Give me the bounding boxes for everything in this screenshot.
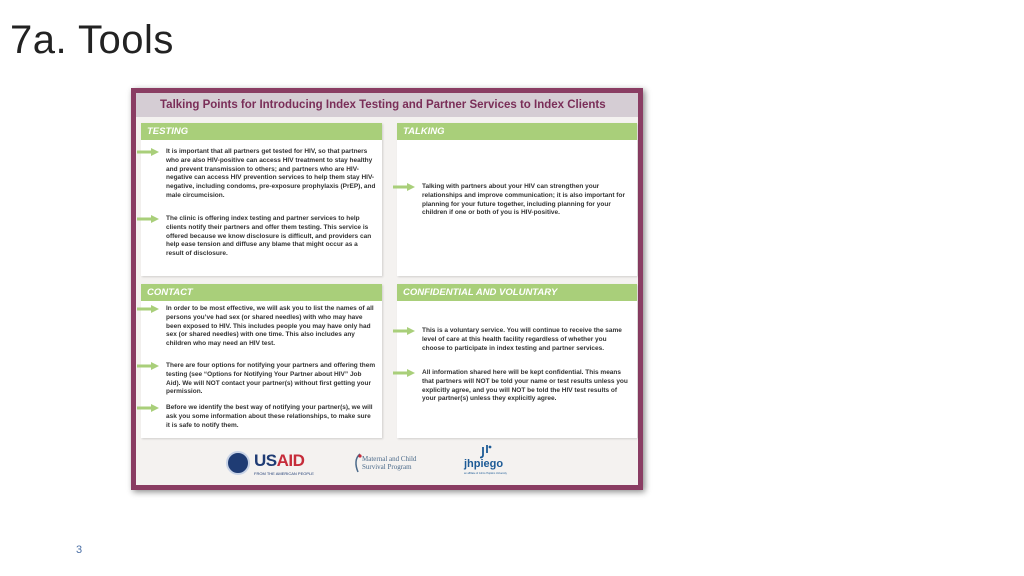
panel-contact	[141, 284, 382, 438]
poster-body	[136, 93, 638, 485]
item-text: It is important that all partners get tested for HIV, so that partners who are also HIV-positive can access HIV treatment to stay healthy and prevent transmission to others; and partners who are HIV-negative can access HIV prevention services to help them stay HIV-negative, including condoms, pre-exposure prophylaxis (PrEP), and male circumcision.	[166, 148, 376, 199]
item-text: The clinic is offering index testing and partner services to help clients notify their partners and offer them testing. This service is offered because we know disclosure is difficult, and providers can help ease tension and diffuse any blame that might occur as a result of disclosure.	[166, 215, 372, 258]
mcsp-mark-icon	[352, 453, 362, 473]
item-text: Before we identify the best way of notifying your partner(s), we will ask you some information about these relationships, to make sure it is safe to notify them.	[166, 404, 373, 429]
jhpiego-wordmark: jhpiego	[464, 458, 504, 470]
slide-title: 7a. Tools	[10, 18, 174, 62]
arrow-icon	[137, 215, 159, 223]
arrow-icon	[393, 183, 415, 191]
panel-confidential-title: CONFIDENTIAL AND VOLUNTARY	[397, 284, 637, 301]
list-item	[141, 215, 376, 259]
usaid-aid: AID	[276, 451, 305, 470]
list-item	[141, 362, 376, 397]
usaid-us: US	[254, 451, 277, 470]
item-text: In order to be most effective, we will ask you to list the names of all persons you’ve had sex (or shared needles) with who may have been exposed to HIV. This includes people you may have only had sex (or shared needles) with one time. This also includes any children who may need an HIV test.	[166, 305, 374, 348]
usaid-tagline: FROM THE AMERICAN PEOPLE	[254, 471, 314, 476]
arrow-icon	[393, 327, 415, 335]
mcsp-line1: Maternal and Child	[362, 455, 417, 463]
list-item	[141, 404, 376, 430]
item-text: This is a voluntary service. You will continue to receive the same level of care at this health facility regardless of whether you choose to participate in index testing and partner services.	[422, 327, 622, 352]
item-text: All information shared here will be kept confidential. This means that partners will NOT be told your name or test results unless you explicitly agree, and you will NOT be told the HIV test results of your partner(s) unless they explicitly agree.	[422, 369, 628, 403]
panel-testing-title: TESTING	[141, 123, 382, 140]
page-number: 3	[76, 544, 83, 556]
item-text: There are four options for notifying your partners and offering them testing (see “Options for Notifying Your Partner about HIV” Job Aid). We will NOT contact your partner(s) without first getting your permission.	[166, 362, 376, 396]
list-item	[141, 305, 376, 349]
arrow-icon	[137, 404, 159, 412]
arrow-icon	[137, 362, 159, 370]
item-text: Talking with partners about your HIV can strengthen your relationships and improve communication; it is also important for planning for your future together, including planning for your children if one or both of you is HIV-positive.	[422, 183, 625, 217]
mcsp-wordmark	[362, 455, 416, 471]
partner-logos	[136, 443, 638, 483]
arrow-icon	[137, 148, 159, 156]
panel-contact-title: CONTACT	[141, 284, 382, 301]
mcsp-line2: Survival Program	[362, 463, 412, 471]
usaid-wordmark	[254, 451, 304, 471]
list-item	[397, 327, 631, 353]
arrow-icon	[137, 305, 159, 313]
list-item	[397, 369, 631, 404]
list-item	[397, 183, 631, 218]
panel-testing	[141, 123, 382, 276]
jhpiego-mark-icon	[480, 445, 492, 459]
poster-header: Talking Points for Introducing Index Testing and Partner Services to Index Clients	[136, 93, 638, 117]
panel-talking-title: TALKING	[397, 123, 637, 140]
panel-talking	[397, 123, 637, 276]
usaid-seal-icon	[226, 451, 250, 475]
arrow-icon	[393, 369, 415, 377]
panel-confidential	[397, 284, 637, 438]
talking-points-poster	[131, 88, 643, 490]
jhpiego-tagline: an affiliate of Johns Hopkins University	[464, 472, 507, 475]
list-item	[141, 148, 376, 201]
